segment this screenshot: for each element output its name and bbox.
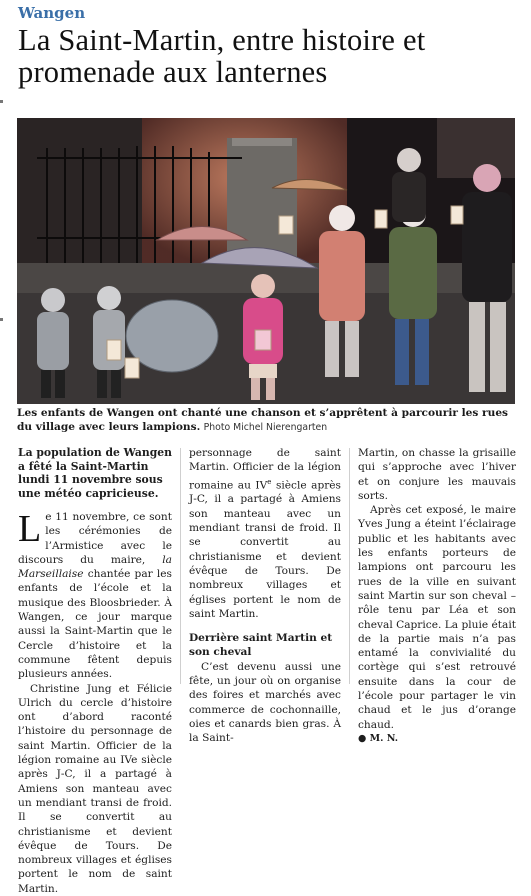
article-paragraph-3-cont: Martin, on chasse la grisaille qui s’approche avec l’hiver et on conjure les mauvais sorts.	[358, 447, 516, 502]
article-subhead: Derrière saint Martin et son cheval	[189, 632, 333, 659]
article-column-2	[189, 446, 341, 745]
section-label: Wangen	[18, 4, 86, 22]
photo-credit: Photo Michel Nierengarten	[203, 421, 328, 433]
article-column-1	[18, 446, 172, 895]
paragraph-text: e 11 novembre, ce sont les cérémonies de l’Armistice avec le discours du maire,	[18, 511, 172, 566]
article-paragraph-2: Christine Jung et Félicie Ulrich du cercle d’histoire ont d’abord raconté l’histoire du personnage de saint Martin. Officier de la légion romaine au IVe siècle après J-C, il a partagé à Amiens son manteau avec un mendiant transi de froid. Il se convertit au christianisme et devient évêque de Tours. De nombreux villages et églises portent le nom de saint Martin.	[18, 682, 172, 895]
margin-mark	[0, 100, 3, 103]
column-divider	[180, 448, 181, 684]
article-paragraph-1	[18, 510, 172, 682]
caption-text: Les enfants de Wangen ont chanté une chanson et s’apprêtent à parcourir les rues du village avec leurs lampions.	[17, 407, 509, 433]
photo-caption	[17, 407, 517, 434]
article-paragraph-4: Après cet exposé, le maire Yves Jung a éteint l’éclairage public et les habitants avec les enfants porteurs de lampions ont parcouru les rues de la ville en suivant saint Martin sur son cheval – rôle tenu par Léa et son cheval Caprice. La pluie était de la partie mais n’a pas entamé la convivialité du cortège qui s’est retrouvé ensuite dans la cour de l’école pour partager le vin chaud et le jus d’orange chaud.	[358, 504, 516, 731]
column-divider	[349, 448, 350, 684]
paragraph-text: chantée par les enfants de l’école et la musique des Bloosbrieder. À Wangen, ce jour marque aussi la Saint-Martin que le Cercle d’histoire et la commune fêtent depuis plusieurs années.	[18, 568, 172, 681]
article-paragraph-2-cont: personnage de saint Martin. Officier de la légion romaine au IVe siècle après J-C, il a partagé à Amiens son manteau avec un mendiant transi de froid. Il se convertit au christianisme et devient évêque de Tours. De nombreux villages et églises portent le nom de saint Martin.	[189, 447, 341, 620]
author-signature: ● M. N.	[358, 732, 399, 744]
article-lead: La population de Wangen a fêté la Saint-Martin lundi 11 novembre sous une météo capricieuse.	[18, 446, 172, 500]
article-headline: La Saint-Martin, entre histoire et promenade aux lanternes	[18, 23, 426, 89]
article-photo	[17, 118, 515, 404]
anthem-title: la Marseillaise	[18, 553, 172, 581]
lantern-procession-illustration	[17, 118, 515, 404]
margin-mark	[0, 318, 3, 321]
drop-cap: L	[18, 508, 42, 550]
article-column-3	[358, 446, 516, 746]
article-paragraph-3: C’est devenu aussi une fête, un jour où on organise des foires et marchés avec commerce de cochonnaille, oies et canards bien gras. À la Saint-	[189, 660, 341, 745]
